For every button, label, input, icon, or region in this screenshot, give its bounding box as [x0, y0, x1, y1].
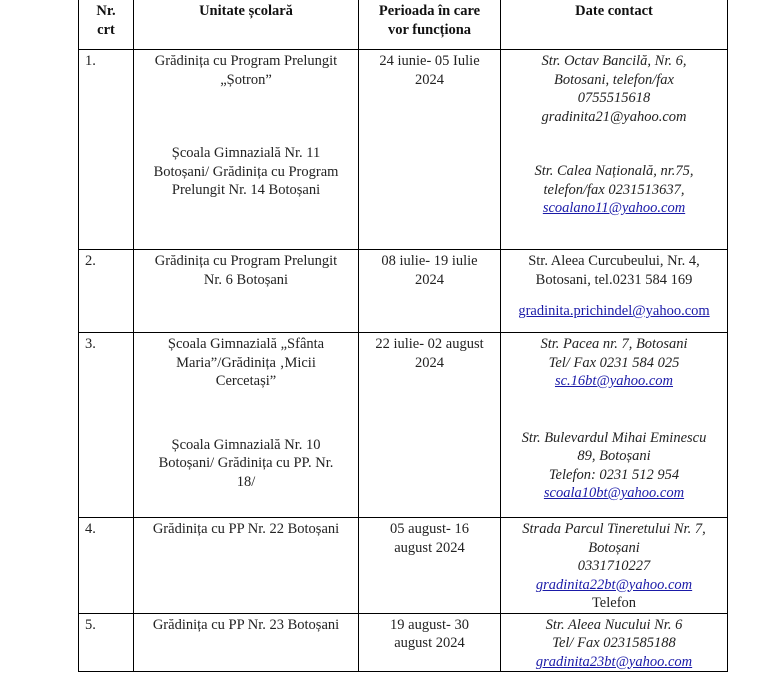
header-contact	[501, 0, 728, 50]
contact-cell	[501, 518, 728, 614]
table-row	[79, 333, 728, 518]
contact-line: 0331710227	[577, 558, 651, 574]
email-link[interactable]: sc.16bt@yahoo.com	[554, 373, 674, 389]
contact-line: Tel/ Fax 0231 584 025	[548, 354, 680, 371]
unit-line: Prelungit Nr. 14 Botoșani	[171, 182, 321, 198]
contact-block	[505, 429, 723, 503]
period-cell	[359, 333, 501, 518]
unit-line: Grădinița cu PP Nr. 22 Botoșani	[152, 521, 340, 537]
header-row	[79, 0, 728, 50]
unit-cell	[134, 250, 359, 333]
contact-line: 89, Botoșani	[577, 448, 651, 464]
table-row	[79, 613, 728, 672]
period-line: 05 august- 16	[390, 521, 469, 537]
table-row	[79, 518, 728, 614]
period-line: august 2024	[394, 539, 465, 556]
email-link[interactable]: scoalano11@yahoo.com	[542, 200, 686, 216]
contact-block	[505, 520, 723, 613]
period-line: 08 iulie- 19 iulie	[381, 253, 478, 269]
unit-line: Nr. 6 Botoșani	[203, 271, 289, 288]
nr-cell	[79, 613, 134, 672]
table-row	[79, 250, 728, 333]
header-text: crt	[97, 21, 115, 38]
email-link[interactable]: gradinita23bt@yahoo.com	[535, 653, 693, 670]
contact-line: Tel/ Fax 0231585188	[552, 635, 676, 651]
contact-block	[505, 616, 723, 672]
row-number: 5.	[85, 616, 96, 633]
unit-line: „Șotron”	[220, 71, 272, 88]
row-number: 1.	[85, 53, 96, 69]
email-link[interactable]: scoala10bt@yahoo.com	[543, 485, 685, 501]
contact-cell	[501, 250, 728, 333]
contact-line: Botosani, telefon/fax	[553, 71, 674, 88]
unit-cell	[134, 333, 359, 518]
contact-line: Str. Bulevardul Mihai Eminescu	[521, 429, 707, 446]
email-link[interactable]: gradinita22bt@yahoo.com	[535, 576, 693, 593]
contact-cell	[501, 613, 728, 672]
contact-line: Str. Pacea nr. 7, Botosani	[540, 336, 688, 352]
contact-line: 0755515618	[577, 90, 651, 106]
header-text: vor funcționa	[387, 21, 472, 38]
contact-line: Botoșani	[588, 539, 640, 556]
unit-cell	[134, 613, 359, 672]
row-number: 4.	[85, 521, 96, 537]
unit-line: Grădinița cu Program Prelungit	[154, 53, 338, 69]
period-line: 2024	[415, 354, 444, 371]
unit-cell	[134, 518, 359, 614]
unit-line: 18/	[236, 473, 256, 490]
unit-line: Cercetași”	[215, 373, 277, 389]
row-number: 2.	[85, 253, 96, 269]
period-line: 22 iulie- 02 august	[375, 336, 484, 352]
period-cell	[359, 250, 501, 333]
period-cell	[359, 518, 501, 614]
contact-line: gradinita21@yahoo.com	[541, 108, 687, 125]
nr-cell	[79, 518, 134, 614]
unit-line: Grădinița cu PP Nr. 23 Botoșani	[152, 616, 340, 633]
unit-line: Maria”/Grădinița ‚Micii	[176, 354, 316, 371]
contact-block	[505, 162, 723, 218]
header-text: Perioada în care	[378, 3, 481, 19]
unit-cell	[134, 50, 359, 250]
school-unit	[138, 520, 354, 539]
contact-line: Str. Aleea Nucului Nr. 6	[545, 616, 683, 633]
period-line: 2024	[415, 71, 444, 88]
unit-line: Școala Gimnazială „Sfânta	[167, 336, 325, 352]
unit-line: Botoșani/ Grădinița cu Program	[153, 163, 339, 180]
school-unit	[138, 436, 354, 492]
nr-cell	[79, 250, 134, 333]
header-text: Date contact	[575, 3, 653, 19]
table-row	[79, 50, 728, 250]
contact-line: telefon/fax 0231513637,	[543, 181, 685, 198]
email-link[interactable]: gradinita.prichindel@yahoo.com	[518, 303, 710, 319]
contact-block	[505, 252, 723, 321]
unit-line: Botoșani/ Grădinița cu PP. Nr.	[158, 455, 334, 471]
school-unit	[138, 52, 354, 89]
school-unit	[138, 252, 354, 289]
school-unit	[138, 616, 354, 635]
period-line: 24 iunie- 05 Iulie	[379, 53, 480, 69]
header-unit	[134, 0, 359, 50]
period-cell	[359, 613, 501, 672]
header-nr	[79, 0, 134, 50]
school-unit	[138, 144, 354, 200]
contact-line: Telefon: 0231 512 954	[548, 466, 680, 483]
school-schedule-table	[78, 0, 728, 672]
contact-cell	[501, 333, 728, 518]
period-line: august 2024	[394, 635, 465, 651]
nr-cell	[79, 333, 134, 518]
unit-line: Școala Gimnazială Nr. 10	[171, 436, 321, 453]
contact-cell	[501, 50, 728, 250]
header-text: Unitate școlară	[199, 3, 293, 19]
school-unit	[138, 335, 354, 391]
contact-line: Botosani, tel.0231 584 169	[535, 271, 693, 288]
header-text: Nr.	[96, 3, 116, 19]
period-line: 19 august- 30	[390, 616, 469, 633]
contact-line: Str. Aleea Curcubeului, Nr. 4,	[528, 253, 700, 269]
period-line: 2024	[415, 271, 444, 288]
period-cell	[359, 50, 501, 250]
contact-block	[505, 335, 723, 391]
contact-line: Str. Calea Națională, nr.75,	[534, 163, 694, 179]
contact-block	[505, 52, 723, 126]
contact-line: Strada Parcul Tineretului Nr. 7,	[522, 521, 706, 537]
row-number: 3.	[85, 336, 96, 352]
contact-line: Telefon	[591, 595, 637, 611]
nr-cell	[79, 50, 134, 250]
unit-line: Școala Gimnazială Nr. 11	[171, 145, 321, 161]
header-period	[359, 0, 501, 50]
contact-line: Str. Octav Bancilă, Nr. 6,	[541, 53, 687, 69]
unit-line: Grădinița cu Program Prelungit	[154, 253, 338, 269]
